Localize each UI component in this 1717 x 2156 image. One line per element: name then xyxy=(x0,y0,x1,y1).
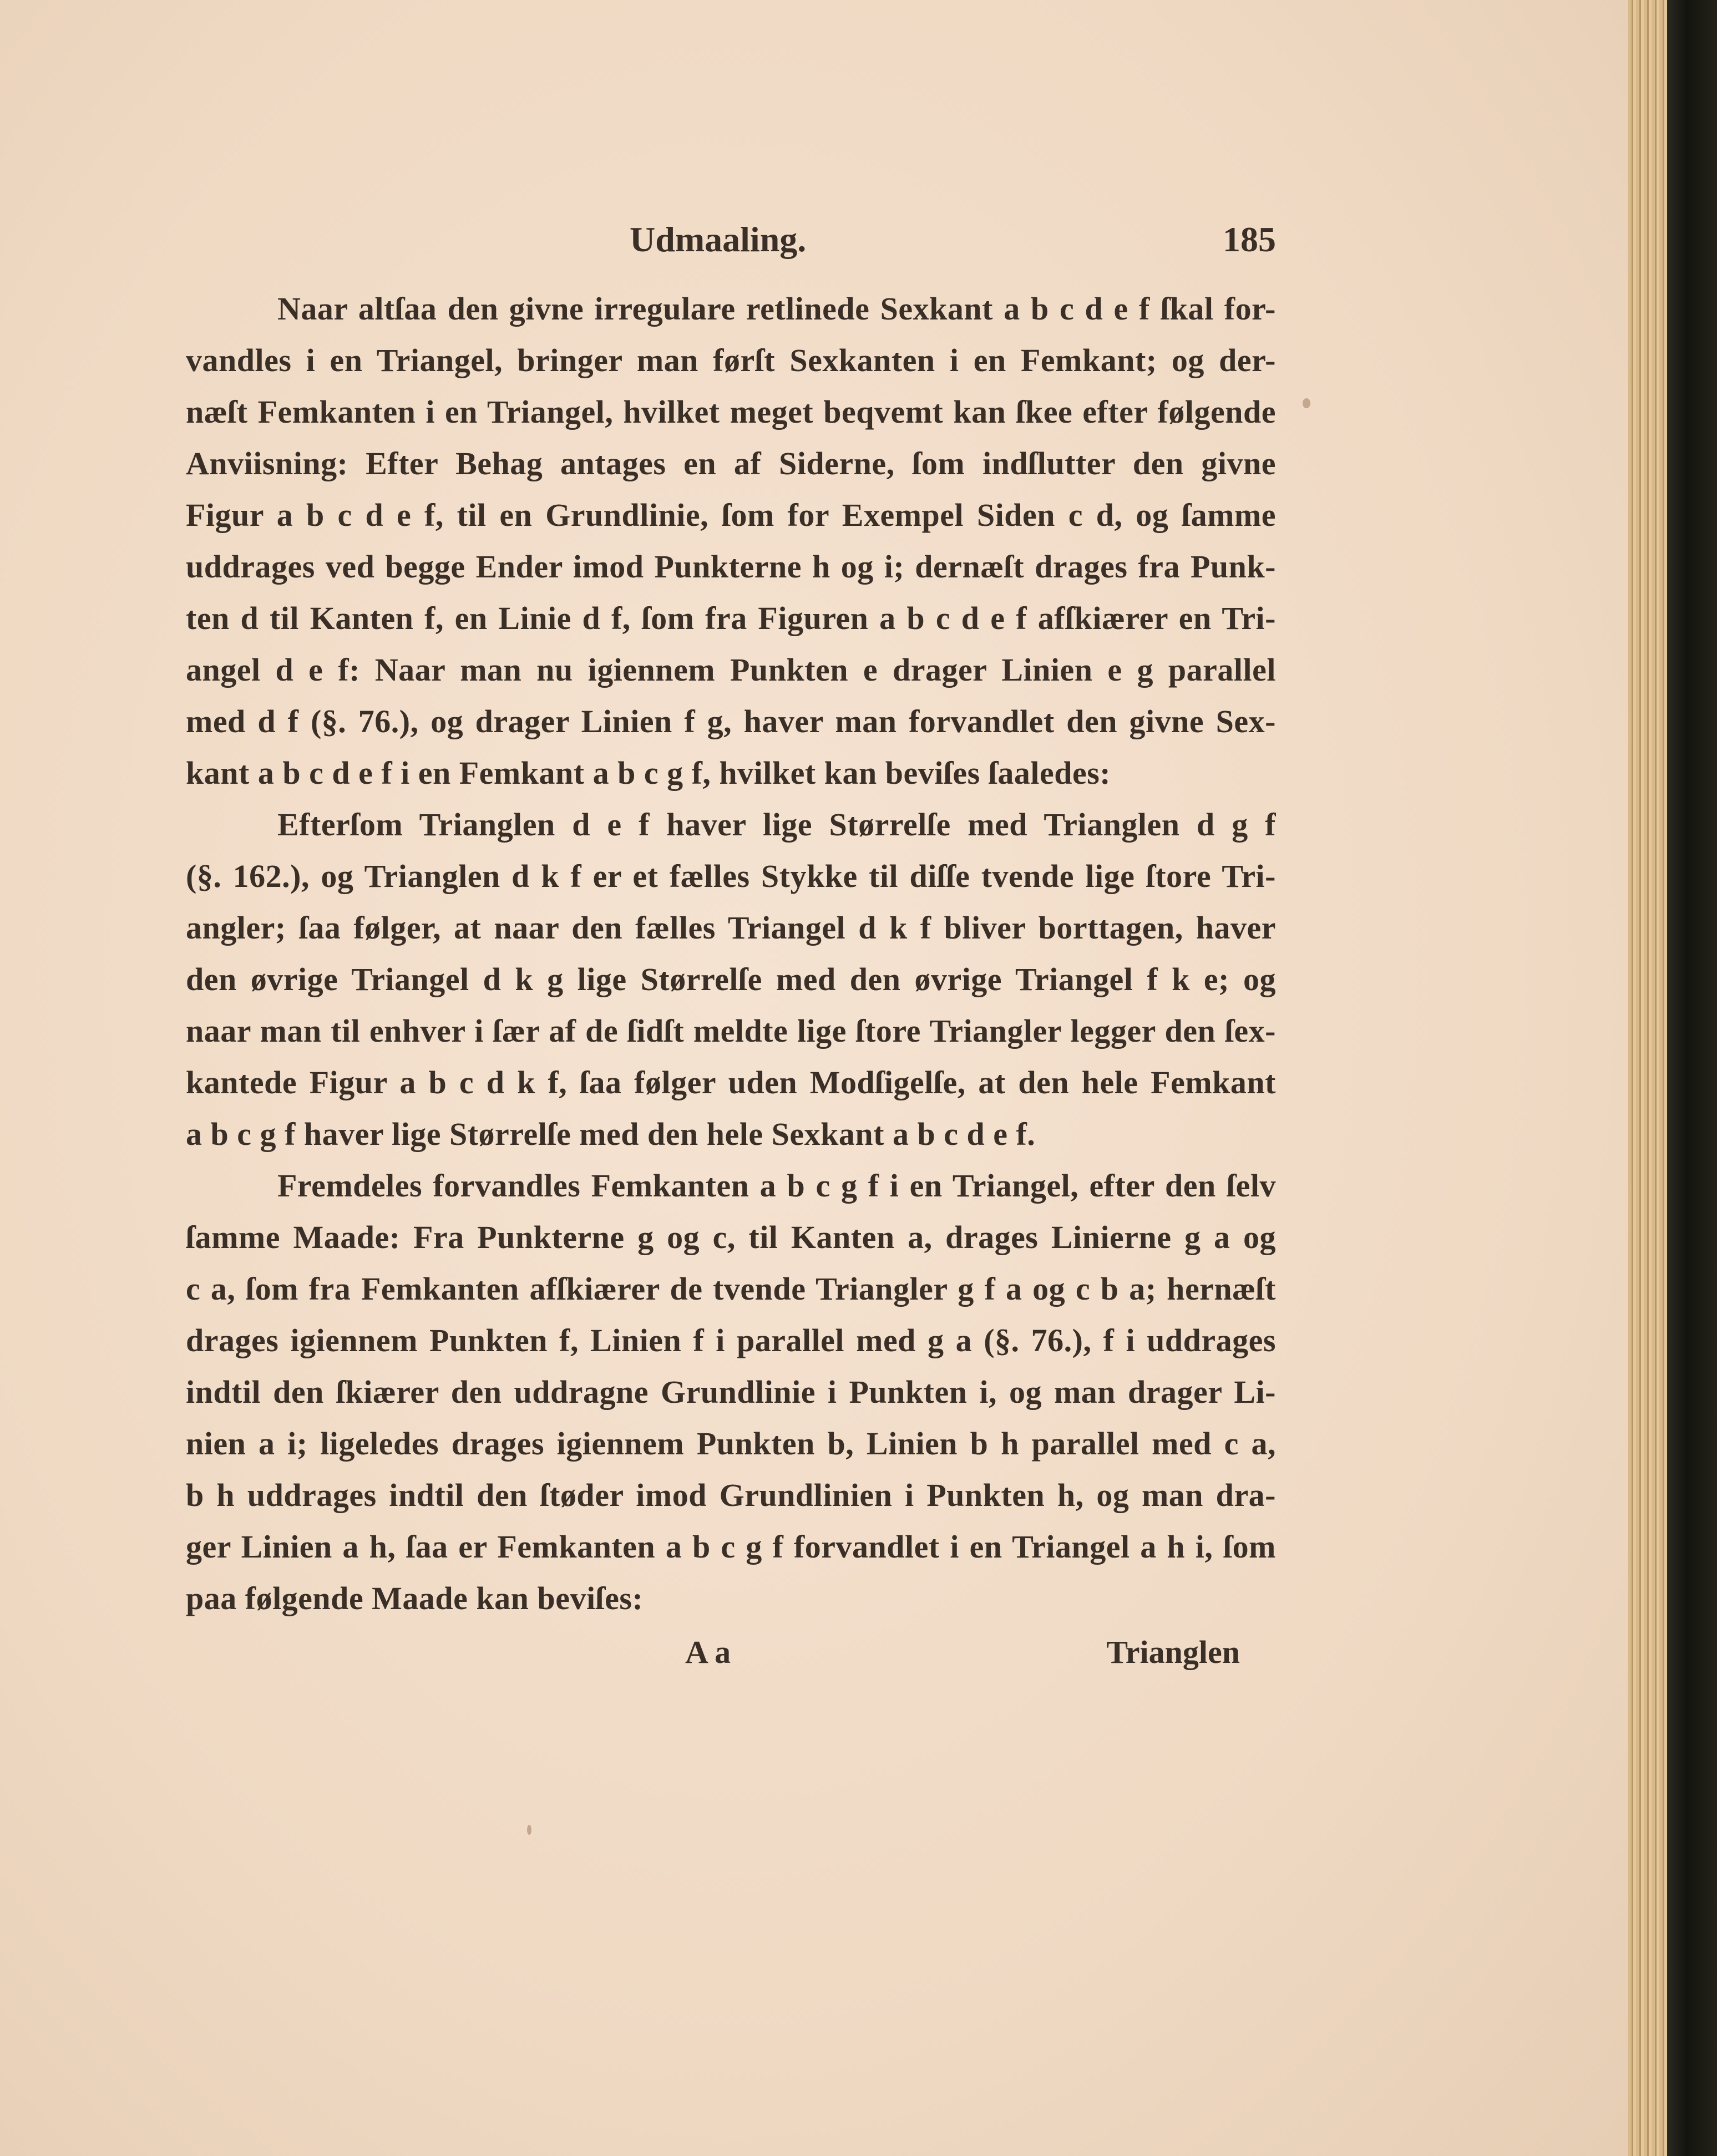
text-line: den øvrige Triangel d k g lige Størrelſe med den øvrige Triangel f k e; og xyxy=(186,961,1276,997)
text-line: Naar altſaa den givne irregulare retlinede Sexkant a b c d e f ſkal for- xyxy=(277,291,1276,327)
text-line: drages igiennem Punkten f, Linien f i parallel med g a (§. 76.), f i uddrages xyxy=(186,1322,1276,1358)
text-line: b h uddrages indtil den ſtøder imod Grundlinien i Punkten h, og man dra- xyxy=(186,1477,1276,1513)
text-line: nien a i; ligeledes drages igiennem Punkten b, Linien b h parallel med c a, xyxy=(186,1426,1276,1462)
text-line: c a, ſom fra Femkanten afſkiærer de tvende Triangler g f a og c b a; hernæſt xyxy=(186,1271,1276,1307)
text-line: Efterſom Trianglen d e f haver lige Størrelſe med Trianglen d g f xyxy=(277,806,1276,843)
body-text xyxy=(186,283,1276,1624)
text-line: vandles i en Triangel, bringer man førſt Sexkanten i en Femkant; og der- xyxy=(186,342,1276,378)
text-line: kant a b c d e f i en Femkant a b c g f, hvilket kan beviſes ſaaledes: xyxy=(186,755,1111,791)
text-line: indtil den ſkiærer den uddragne Grundlinie i Punkten i, og man drager Li- xyxy=(186,1374,1276,1410)
page-number: 185 xyxy=(1223,220,1276,259)
text-line: Anviisning: Efter Behag antages en af Siderne, ſom indſlutter den givne xyxy=(186,445,1276,481)
text-line: Figur a b c d e f, til en Grundlinie, ſom for Exempel Siden c d, og ſamme xyxy=(186,497,1276,533)
text-line: næſt Femkanten i en Triangel, hvilket meget beqvemt kan ſkee efter følgende xyxy=(186,394,1276,430)
paragraph xyxy=(186,799,1276,1160)
text-line: Fremdeles forvandles Femkanten a b c g f i en Triangel, efter den ſelv xyxy=(277,1168,1276,1204)
text-line: paa følgende Maade kan beviſes: xyxy=(186,1580,644,1616)
paper-stain xyxy=(1303,398,1310,408)
text-line: med d f (§. 76.), og drager Linien f g, haver man forvandlet den givne Sex- xyxy=(186,703,1276,739)
signature-mark: A a xyxy=(685,1634,731,1670)
text-line: ſamme Maade: Fra Punkterne g og c, til Kanten a, drages Linierne g a og xyxy=(186,1219,1276,1255)
page-footer xyxy=(186,1634,1276,1685)
page-header xyxy=(186,219,1276,269)
page-edges xyxy=(1628,0,1667,2156)
text-line: naar man til enhver i ſær af de ſidſt meldte lige ſtore Triangler legger den ſex- xyxy=(186,1013,1276,1049)
book-binding xyxy=(1667,0,1717,2156)
text-line: angler; ſaa følger, at naar den fælles Triangel d k f bliver borttagen, haver xyxy=(186,910,1276,946)
running-title: Udmaaling. xyxy=(630,220,807,259)
text-line: (§. 162.), og Trianglen d k f er et fælles Stykke til diſſe tvende lige ſtore Tri- xyxy=(186,858,1276,894)
text-line: a b c g f haver lige Størrelſe med den hele Sexkant a b c d e f. xyxy=(186,1116,1036,1152)
text-line: kantede Figur a b c d k f, ſaa følger uden Modſigelſe, at den hele Femkant xyxy=(186,1064,1276,1100)
paragraph xyxy=(186,283,1276,799)
paper-stain xyxy=(527,1825,531,1835)
text-line: ten d til Kanten f, en Linie d f, ſom fra Figuren a b c d e f afſkiærer en Tri- xyxy=(186,600,1276,636)
paragraph xyxy=(186,1160,1276,1624)
text-line: ger Linien a h, ſaa er Femkanten a b c g f forvandlet i en Triangel a h i, ſom xyxy=(186,1529,1276,1565)
text-line: uddrages ved begge Ender imod Punkterne h og i; dernæſt drages fra Punk- xyxy=(186,549,1276,585)
text-line: angel d e f: Naar man nu igiennem Punkten e drager Linien e g parallel xyxy=(186,652,1276,688)
catchword: Trianglen xyxy=(1106,1634,1240,1670)
